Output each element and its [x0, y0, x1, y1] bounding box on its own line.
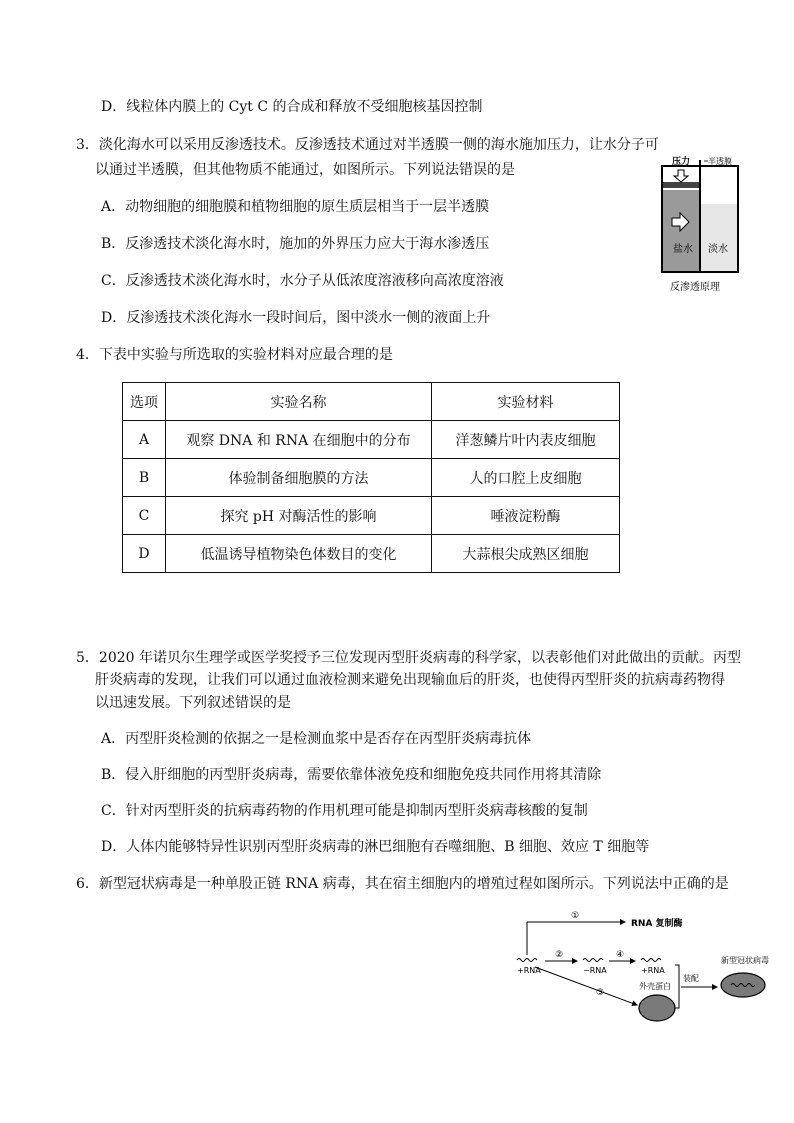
plus-rna-strand-2 — [641, 959, 661, 962]
q3-stem-line1: 3．淡化海水可以采用反渗透技术。反渗透技术通过对半透膜一侧的海水施加压力，让水分子可 — [76, 137, 659, 153]
freshwater-label: 淡水 — [708, 244, 728, 255]
plus-rna-label: +RNA — [517, 966, 541, 975]
row-material: 大蒜根尖成熟区细胞 — [432, 535, 620, 573]
row-material: 人的口腔上皮细胞 — [432, 459, 620, 497]
membrane-label: 半透膜 — [708, 157, 732, 166]
experiment-table — [122, 382, 620, 573]
q3-stem-line2: 以通过半透膜，但其他物质不能通过，如图所示。下列说法错误的是 — [95, 162, 515, 178]
new-virus-label: 新型冠状病毒 — [721, 956, 769, 965]
row-experiment: 观察 DNA 和 RNA 在细胞中的分布 — [166, 421, 432, 459]
plus-rna-strand — [517, 959, 537, 962]
freshwater-fill — [701, 204, 737, 271]
rna-replicase-label: RNA 复制酶 — [631, 919, 683, 929]
row-option: D — [123, 535, 166, 573]
assembly-label: 装配 — [683, 974, 699, 983]
coat-protein-shape — [639, 995, 675, 1021]
row-experiment: 低温诱导植物染色体数目的变化 — [166, 535, 432, 573]
figure-caption: 反渗透原理 — [670, 282, 720, 293]
table-row — [123, 421, 620, 459]
q5-stem-line2: 肝炎病毒的发现，让我们可以通过血液检测来避免出现输血后的肝炎，也使得丙型肝炎的抗病毒药物得 — [95, 672, 725, 688]
minus-rna-label: −RNA — [583, 966, 607, 975]
header-experiment: 实验名称 — [166, 383, 432, 421]
table-row — [123, 535, 620, 573]
pressure-label: 压力 — [672, 157, 691, 167]
q3-option-b: B．反渗透技术淡化海水时，施加的外界压力应大于海水渗透压 — [101, 236, 490, 252]
row-material: 洋葱鳞片叶内表皮细胞 — [432, 421, 620, 459]
row-option: B — [123, 459, 166, 497]
q4-stem: 4．下表中实验与所选取的实验材料对应最合理的是 — [76, 347, 393, 363]
row-option: C — [123, 497, 166, 535]
piston — [663, 182, 699, 188]
row-option: A — [123, 421, 166, 459]
step-4-label: ④ — [616, 950, 625, 960]
q6-stem: 6．新型冠状病毒是一种单股正链 RNA 病毒，其在宿主细胞内的增殖过程如图所示。下列说法中正确的是 — [76, 876, 729, 892]
q5-option-d: D．人体内能够特异性识别丙型肝炎病毒的淋巴细胞有吞噬细胞、B 细胞、效应 T 细胞等 — [101, 839, 650, 855]
q5-option-b: B．侵入肝细胞的丙型肝炎病毒，需要依靠体液免疫和细胞免疫共同作用将其清除 — [101, 767, 602, 783]
header-material: 实验材料 — [432, 383, 620, 421]
row-experiment: 探究 pH 对酶活性的影响 — [166, 497, 432, 535]
q3-option-a: A．动物细胞的细胞膜和植物细胞的原生质层相当于一层半透膜 — [101, 199, 490, 215]
q2-option-d: D．线粒体内膜上的 Cyt C 的合成和释放不受细胞核基因控制 — [101, 99, 483, 115]
assembly-bracket — [675, 965, 679, 1008]
reverse-osmosis-figure — [660, 152, 740, 297]
seawater-label: 盐水 — [673, 244, 693, 255]
row-material: 唾液淀粉酶 — [432, 497, 620, 535]
step-3-label: ③ — [596, 988, 605, 998]
minus-rna-strand — [583, 959, 603, 962]
table-row — [123, 459, 620, 497]
virus-replication-figure — [505, 905, 775, 1030]
q5-option-a: A．丙型肝炎检测的依据之一是检测血浆中是否存在丙型肝炎病毒抗体 — [101, 731, 532, 747]
q3-option-c: C．反渗透技术淡化海水时，水分子从低浓度溶液移向高浓度溶液 — [101, 273, 504, 289]
table-row — [123, 497, 620, 535]
header-option: 选项 — [123, 383, 166, 421]
q5-stem-line3: 以迅速发展。下列叙述错误的是 — [95, 695, 291, 711]
q5-option-c: C．针对丙型肝炎的抗病毒药物的作用机理可能是抑制丙型肝炎病毒核酸的复制 — [101, 803, 588, 819]
q3-option-d: D．反渗透技术淡化海水一段时间后，图中淡水一侧的液面上升 — [101, 310, 491, 326]
row-experiment: 体验制备细胞膜的方法 — [166, 459, 432, 497]
plus-rna-label-2: +RNA — [641, 966, 665, 975]
step-1-label: ① — [571, 911, 580, 921]
table-header-row — [123, 383, 620, 421]
step-2-label: ② — [555, 950, 564, 960]
q5-stem-line1: 5．2020 年诺贝尔生理学或医学奖授予三位发现丙型肝炎病毒的科学家，以表彰他们对此做出的贡献。丙型 — [76, 650, 741, 666]
coat-protein-label: 外壳蛋白 — [639, 982, 671, 991]
